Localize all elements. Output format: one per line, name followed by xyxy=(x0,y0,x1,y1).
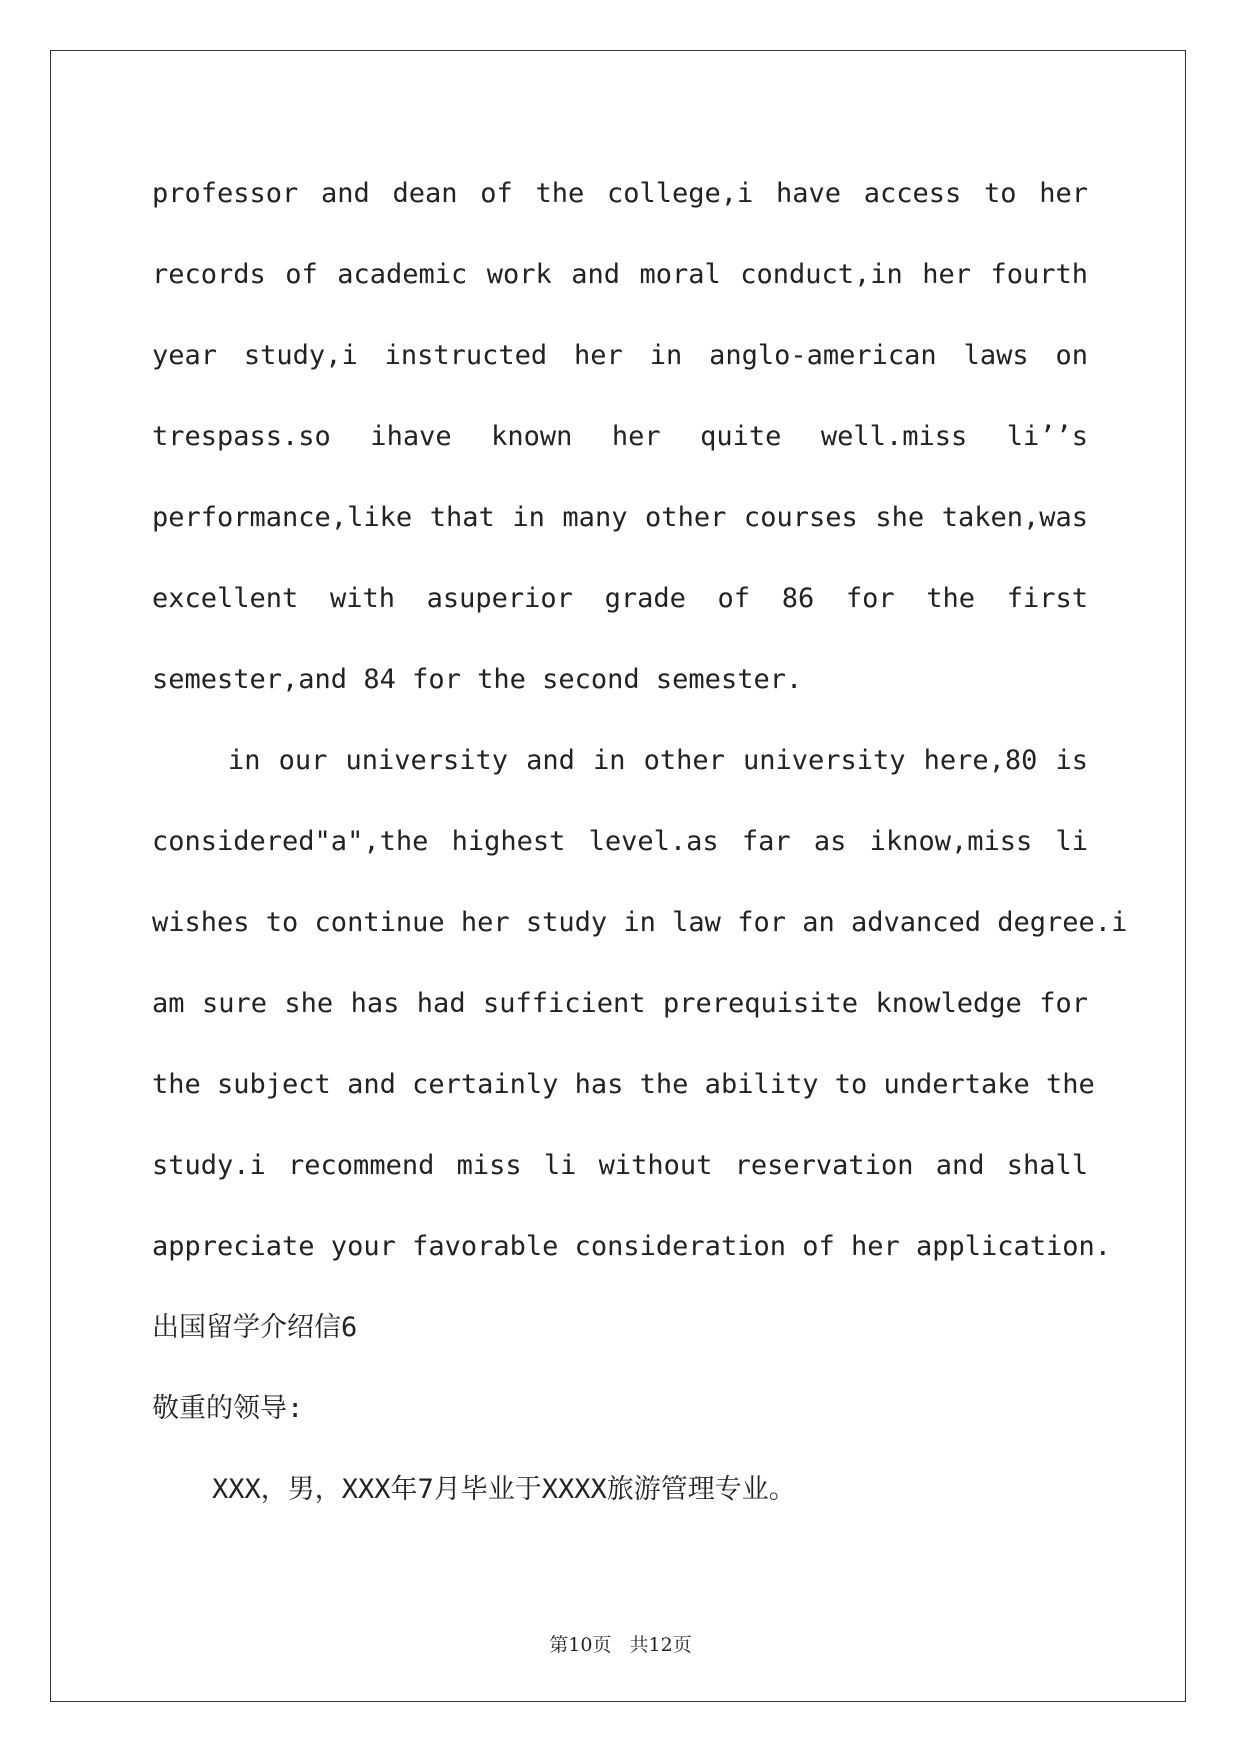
paragraph-line: excellent with asuperior grade of 86 for the first xyxy=(152,583,1088,614)
page-total: 共12页 xyxy=(629,1634,692,1656)
paragraph-line: appreciate your favorable consideration of her application. xyxy=(152,1231,1112,1262)
paragraph-line: trespass.so ihave known her quite well.miss li’’s xyxy=(152,421,1088,452)
paragraph-line: performance,like that in many other courses she taken,was xyxy=(152,502,1088,533)
paragraph-line: semester,and 84 for the second semester. xyxy=(152,664,803,695)
page-border xyxy=(50,50,1186,1702)
body-paragraph: XXX，男，XXX年7月毕业于XXXX旅游管理专业。 xyxy=(212,1474,796,1505)
paragraph-line: records of academic work and moral conduct,in her fourth xyxy=(152,259,1088,290)
paragraph-line: in our university and in other university here,80 is xyxy=(228,745,1088,776)
paragraph-line: year study,i instructed her in anglo-american laws on xyxy=(152,340,1088,371)
salutation: 敬重的领导: xyxy=(152,1393,304,1424)
paragraph-line: considered"a",the highest level.as far as iknow,miss li xyxy=(152,826,1088,857)
paragraph-line: the subject and certainly has the ability to undertake the xyxy=(152,1069,1095,1100)
page-footer xyxy=(0,1630,1241,1657)
paragraph-line: professor and dean of the college,i have access to her xyxy=(152,178,1088,209)
paragraph-line: study.i recommend miss li without reservation and shall xyxy=(152,1150,1088,1181)
paragraph-line: wishes to continue her study in law for an advanced degree.i xyxy=(152,907,1128,938)
paragraph-line: am sure she has had sufficient prerequisite knowledge for xyxy=(152,988,1088,1019)
section-title: 出国留学介绍信6 xyxy=(152,1312,358,1343)
page-number: 第10页 xyxy=(549,1634,612,1656)
